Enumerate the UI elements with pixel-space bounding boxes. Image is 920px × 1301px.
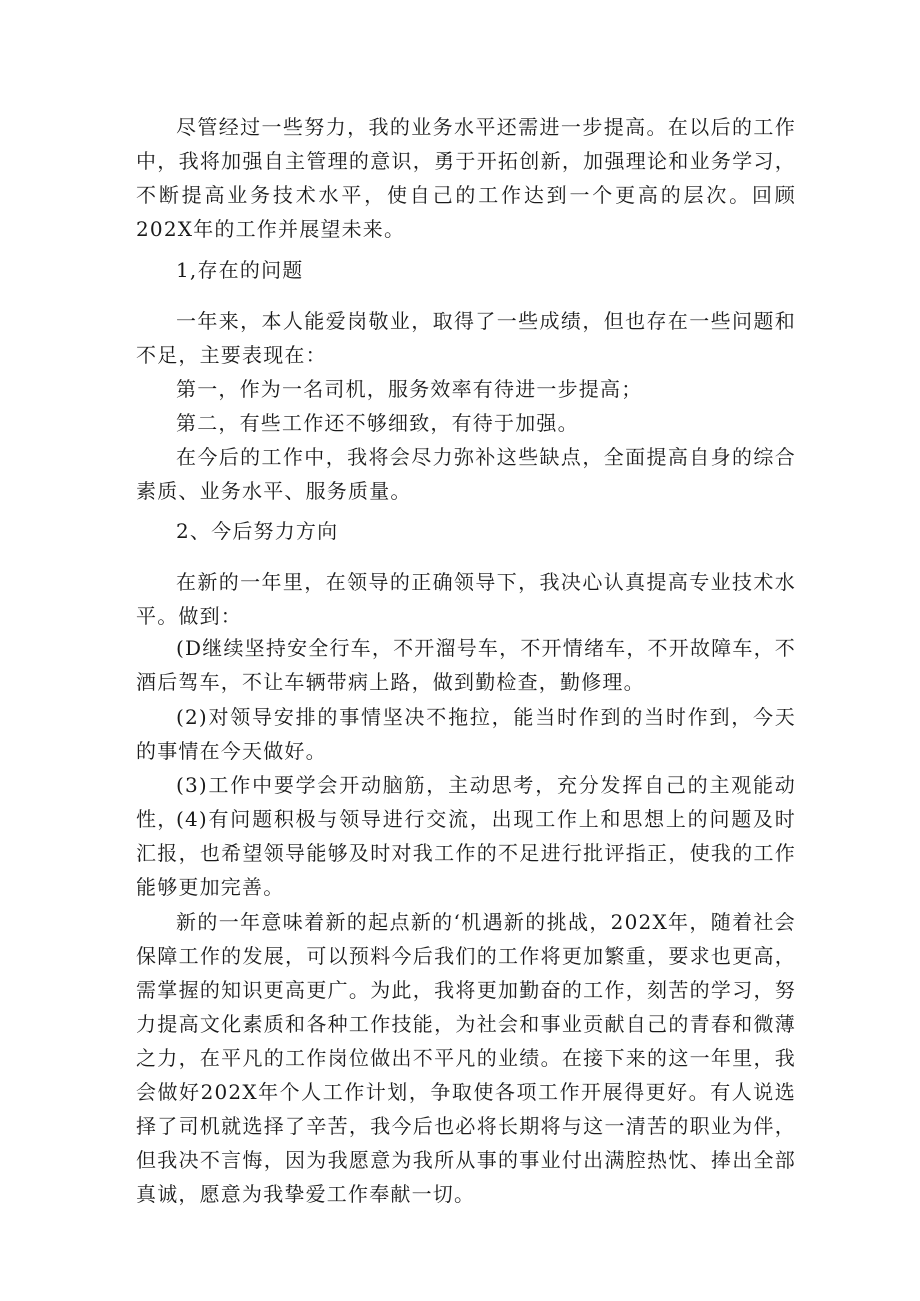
paragraph-item-2: (2)对领导安排的事情坚决不拖拉，能当时作到的当时作到，今天的事情在今天做好。 (136, 705, 796, 763)
paragraph-item-4: (4)有问题积极与领导进行交流，出现工作上和思想上的问题及时汇报，也希望领导能够及时对我工作的不足进行批评指正，使我的工作能够更加完善。 (136, 807, 796, 899)
section-heading-problems: 1,存在的问题 (176, 258, 304, 282)
paragraph-problem-first: 第一，作为一名司机，服务效率有待进一步提高； (176, 377, 643, 401)
paragraph-direction-intro: 在新的一年里，在领导的正确领导下，我决心认真提高专业技术水平。做到： (136, 570, 796, 628)
paragraph-intro: 尽管经过一些努力，我的业务水平还需进一步提高。在以后的工作中，我将加强自主管理的意识，勇于开拓创新，加强理论和业务学习，不断提高业务技术水平，使自己的工作达到一个更高的层次。回顾202X年的工作并展望未来。 (136, 115, 796, 241)
paragraph-item-3: (3)工作中要学会开动脑筋，主动思考，充分发挥自己的主观能动性， (136, 773, 796, 831)
paragraph-item-1: (D继续坚持安全行车，不开溜号车，不开情绪车，不开故障车，不酒后驾车，不让车辆带病上路，做到勤检查，勤修理。 (136, 636, 796, 694)
paragraph-problems-summary: 一年来，本人能爱岗敬业，取得了一些成绩，但也存在一些问题和不足，主要表现在： (136, 309, 796, 367)
paragraph-improvement: 在今后的工作中，我将会尽力弥补这些缺点，全面提高自身的综合素质、业务水平、服务质量。 (136, 445, 796, 503)
paragraph-problem-second: 第二，有些工作还不够细致，有待于加强。 (176, 411, 579, 435)
paragraph-outlook: 新的一年意味着新的起点新的‘机遇新的挑战，202X年，随着社会保障工作的发展，可以预料今后我们的工作将更加繁重，要求也更高，需掌握的知识更高更广。为此，我将更加勤奋的工作，刻苦的学习，努力提高文化素质和各种工作技能，为社会和事业贡献自己的青春和微薄之力，在平凡的工作岗位做出不平凡的业绩。在接下来的这一年里，我会做好202X年个人工作计划，争取使各项工作开展得更好。有人说选择了司机就选择了辛苦，我今后也必将长期将与这一清苦的职业为伴，但我决不言悔，因为我愿意为我所从事的事业付出满腔热忱、捧出全部真诚，愿意为我挚爱工作奉献一切。 (136, 910, 796, 1206)
section-heading-direction: 2、今后努力方向 (176, 519, 339, 543)
